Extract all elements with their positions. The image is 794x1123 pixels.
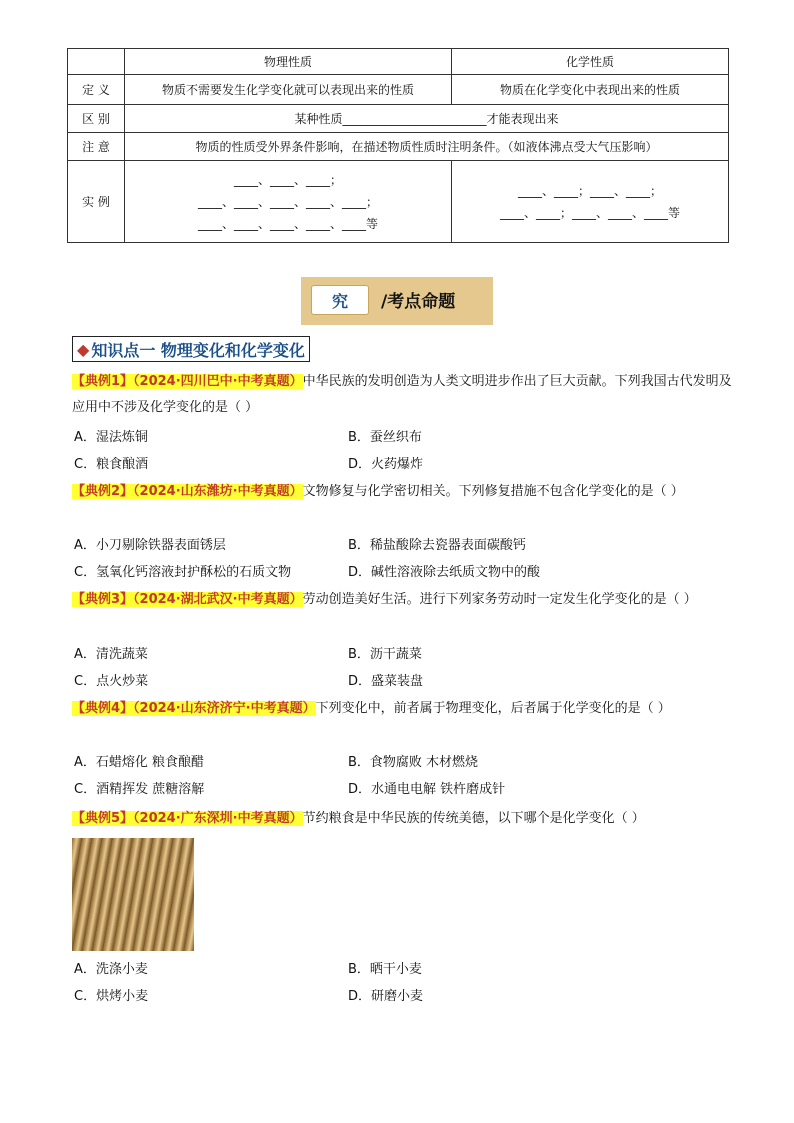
row-label-note: 注 意 — [68, 133, 125, 161]
question-1 — [72, 369, 732, 421]
section-header — [301, 277, 493, 325]
q2-option-b: B．稀盐酸除去瓷器表面碳酸钙 — [348, 538, 526, 553]
question-3-tag: 【典例3】（2024·湖北武汉·中考真题） — [72, 592, 303, 607]
question-1-tag: 【典例1】（2024·四川巴中·中考真题） — [72, 374, 303, 389]
row-label-definition: 定 义 — [68, 75, 125, 105]
q2-option-a: A．小刀剔除铁器表面锈层 — [74, 538, 226, 553]
table-corner — [68, 49, 125, 75]
section-badge: 究 — [311, 285, 369, 315]
q1-option-c: C．粮食酿酒 — [74, 457, 149, 472]
q2-option-c: C．氢氧化钙溶液封护酥松的石质文物 — [74, 565, 292, 580]
q5-option-a: A．洗涤小麦 — [74, 962, 148, 977]
knowledge-point-heading — [72, 336, 310, 362]
properties-table — [67, 48, 729, 243]
q3-option-d: D．盛菜装盘 — [348, 674, 424, 689]
physical-example-line-3: ____、____、____、____、____等 — [197, 216, 378, 231]
chemical-example-line-2: ____、____；____、____、____等 — [499, 205, 680, 220]
physical-example-line-2: ____、____、____、____、____； — [197, 194, 378, 209]
section-title: /考点命题 — [381, 292, 456, 312]
header-physical: 物理性质 — [125, 49, 452, 75]
q5-option-d: D．研磨小麦 — [348, 989, 424, 1004]
definition-physical: 物质不需要发生化学变化就可以表现出来的性质 — [125, 75, 452, 105]
question-2-tag: 【典例2】（2024·山东潍坊·中考真题） — [72, 484, 303, 499]
q1-option-d: D．火药爆炸 — [348, 457, 424, 472]
header-chemical: 化学性质 — [452, 49, 729, 75]
chemical-example-line-1: ____、____；____、____； — [517, 183, 662, 198]
q4-option-a: A．石蜡熔化 粮食酿醋 — [74, 755, 205, 770]
q4-option-b: B．食物腐败 木材燃烧 — [348, 755, 479, 770]
q1-option-b: B．蚕丝织布 — [348, 430, 422, 445]
wheat-photo — [72, 838, 194, 951]
q5-option-b: B．晒干小麦 — [348, 962, 422, 977]
row-label-examples: 实 例 — [68, 161, 125, 243]
q4-option-d: D．水通电电解 铁杵磨成针 — [348, 782, 506, 797]
definition-chemical: 物质在化学变化中表现出来的性质 — [452, 75, 729, 105]
examples-chemical — [452, 161, 729, 243]
q2-option-d: D．碱性溶液除去纸质文物中的酸 — [348, 565, 541, 580]
note-text: 物质的性质受外界条件影响，在描述物质性质时注明条件。（如液体沸点受大气压影响） — [125, 133, 729, 161]
question-4-tag: 【典例4】（2024·山东济济宁·中考真题） — [72, 701, 316, 716]
row-label-difference: 区 别 — [68, 105, 125, 133]
question-2-text: 文物修复与化学密切相关。下列修复措施不包含化学变化的是（ ） — [302, 484, 684, 499]
q5-option-c: C．烘烤小麦 — [74, 989, 149, 1004]
examples-physical — [125, 161, 452, 243]
question-2 — [72, 479, 732, 505]
physical-example-line-1: ____、____、____； — [233, 172, 342, 187]
question-3-text: 劳动创造美好生活。进行下列家务劳动时一定发生化学变化的是（ ） — [302, 592, 697, 607]
question-4 — [72, 696, 732, 722]
question-3 — [72, 587, 732, 613]
question-5-tag: 【典例5】（2024·广东深圳·中考真题） — [72, 811, 303, 826]
question-1-text: 中华民族的发明创造为人类文明进步作出了巨大贡献。下列我国古代发明及应用中不涉及化学变化的是（ ） — [72, 374, 732, 415]
knowledge-point-text: 知识点一 物理变化和化学变化 — [91, 340, 305, 360]
q3-option-b: B．沥干蔬菜 — [348, 647, 422, 662]
question-4-text: 下列变化中，前者属于物理变化，后者属于化学变化的是（ ） — [315, 701, 671, 716]
q4-option-c: C．酒精挥发 蔗糖溶解 — [74, 782, 205, 797]
q1-option-a: A．湿法炼铜 — [74, 430, 148, 445]
q3-option-c: C．点火炒菜 — [74, 674, 149, 689]
difference-text: 某种性质________________________才能表现出来 — [125, 105, 729, 133]
q3-option-a: A．清洗蔬菜 — [74, 647, 148, 662]
question-5-text: 节约粮食是中华民族的传统美德，以下哪个是化学变化（ ） — [302, 811, 645, 826]
question-5 — [72, 806, 732, 832]
diamond-icon: ◆ — [77, 339, 90, 359]
